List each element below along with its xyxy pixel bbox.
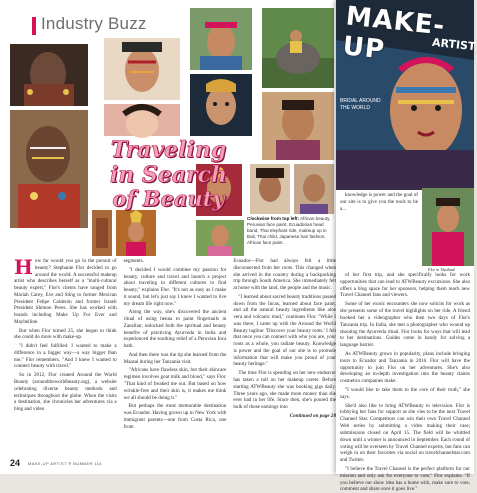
paragraph: "I would like to take them to the core of their truth," she says. — [340, 387, 470, 400]
paragraph: Ecuador—Flor had always felt a little disconnected from her roots. This changed when she arrived in the country during a backpacking trip through South America. She immediately felt at home with the land, the people and the music. — [233, 258, 337, 292]
photo-japanese-hair-fashion — [104, 104, 180, 136]
article-title — [86, 138, 251, 211]
article-column-2 — [124, 258, 227, 452]
photo-african-beauty — [10, 44, 88, 106]
paragraph: "I believe the Travel Channel is the perfect platform for our mission and only ask for everyone to vote," Flor explains. "If you believe our show idea has a home with, make sure to vote, comment and share once it goes live." — [340, 465, 470, 493]
photo-peruvian-face-paint — [104, 38, 180, 100]
photo-caption — [247, 216, 335, 246]
paragraph: "I didn't feel fulfilled. I wanted to make a difference in a bigger way—a way bigger than me," Flor remembers. "And I knew I wanted to connect beauty with travel." — [14, 343, 117, 370]
title-line-1: Traveling — [110, 137, 227, 163]
cover-subtitle: ARTIST — [431, 35, 477, 54]
right-page — [336, 0, 477, 493]
paragraph: Along the way, she's discovered the ancient ritual of using henna to paint fingernails in Zanzibar, unlocked both the spiritual and beauty benefits of practicing Ayurveda in India and experienced the soothing relief of a Peruvian Inca bath. — [123, 309, 227, 350]
paragraph: "I decided I would combine my passion for beauty, culture and travel and launch a project about traveling in different cultures to find beauty," explains Flor. "It's not as easy as I make it sound, but let's just say I knew I wanted to live my dream life right now." — [123, 266, 227, 307]
article-body — [14, 255, 337, 452]
paragraph: As ATWBeauty grows in popularity, plans include bringing tours to Ecuador and Tanzania in 2016. Flor will have the opportunity to join Flor on her adventures. She's also developing an in-depth investigation into the beauty claims cosmetics companies make. — [340, 350, 470, 385]
section-title: Industry Buzz — [41, 14, 147, 33]
paragraph: ow far would you go in the pursuit of beauty? Stephanie Flor decided to go around the world. A successful makeup artist who describes herself as a "multi-cultural beauty expert," Flor's clients have ranged from Mariah Carey, Eve and Sting to former Mexican President Felipe Calderón and former Israeli President Shimon Peres. She has worked with brands including Make Up For Ever and Maybelline. — [14, 258, 117, 325]
photo-henna-hands — [92, 210, 112, 256]
photo-ecuadorian-headband — [190, 8, 252, 70]
caption-lead: Clockwise from top left: — [247, 216, 300, 221]
paragraph: She'd also like to bring ATWBeauty to television. Flor is lobbying her fans for support as she vies to be the next Travel Channel Star. Competitors can win their own Travel Channel Web series by submitting a video making their case; submissions closed on April 15. The field will be whittled down until a winner is announced in September. Each round of voting will be overseen by Travel Channel experts, but fans can weigh in on their favorites via social on travelchannelstar.com and Twitter. — [340, 402, 470, 464]
right-text-top — [340, 192, 418, 262]
footer-info: MAKE-UP ARTIST ® NUMBER 116 — [28, 461, 102, 466]
paragraph: knowledge is power and the goal of our site is to give you the tools to be a... — [340, 192, 418, 212]
photo-bali-makeup — [190, 74, 252, 136]
paragraph: But when Flor turned 25, she began to think she could do more with make-up. — [14, 327, 117, 341]
photo-african-face-paint — [10, 110, 88, 228]
article-column-3 — [233, 258, 336, 452]
paragraph: But perhaps the most memorable destination was Ecuador. Having grown up in New York with immigrant parents—one from Costa Rica, one from — [123, 403, 227, 430]
photo-child-traveler — [196, 220, 244, 256]
section-header — [8, 14, 158, 40]
header-accent-bar — [32, 17, 36, 35]
cover-headline: BRIDAL AROUND THE WORLD — [340, 98, 381, 111]
paragraph: So in 2012, Flor created Around the World Beauty (aroundtheworldbeauty.org), a website celebrating diverse beauty methods and techniques throughout the globe. When the visits a destination, she chronicles her adventures via a blog and video — [14, 372, 117, 413]
article-column-1 — [14, 255, 117, 452]
paragraph: "Africans have flawless skin, but their skincare regimen involves goat milk and blood," says Flor. "That kind of freaked me out. But based on how wrinkle-free and their skin is, it makes me think we all should be doing it." — [123, 367, 227, 401]
page-footer — [0, 456, 338, 474]
paragraph: Some of her exotic encounters she now solicits for work as she presents some of the travel highlights on her ride. A friend booked her a videographer who then two days of Flor's Tanzania trip. In India, she met a photographer who wound up shooting the Ayurveda ritual. Flor looks for ways that will lead to her destinations. Guides come in handy for solving a language barrier. — [340, 301, 470, 349]
paragraph: And then there was the tip she learned from the Maasai during her Tanzania visit. — [123, 351, 227, 365]
drop-cap: H — [14, 255, 33, 279]
right-text-body — [340, 272, 470, 493]
photo-woman-smiling — [294, 164, 334, 214]
caption-text: African beauty, Peruvian face paint, Ecuadorian head band, Thai elephant ride, makeup up in Bali, Thai child, Japanese hair fashion, African face paint. — [247, 216, 331, 245]
paragraph: The time Flor is spending on her new endeavor has taken a toll on her makeup career. Before starting ATWBeauty she was booking gigs daily. Three years ago, she made more money than she ever had in her life. Since then, she's poured the bulk of those earnings into — [233, 370, 337, 411]
photo-flor-in-thailand — [422, 188, 474, 266]
photo-woman-portrait — [250, 164, 290, 214]
title-line-3: of Beauty — [112, 186, 225, 212]
page-number: 24 — [10, 458, 21, 468]
photo-thai-elephant-ride — [262, 8, 334, 88]
paragraph: segments. — [123, 258, 144, 264]
title-line-2: in Search — [109, 161, 228, 188]
paragraph: "I learned about sacred beauty traditions passed down from the Incas, learned about face paint, and all the natural beauty ingredients like aloe vera and volcanic mud," continues Flor. "While I was there, I came up with the Around the World Beauty tagline: 'Discover your beauty roots.' I felt that once you can connect with who you are, your roots as a whole, you radiate beauty. Knowledge is power and the goal of our site is to promote information that will make you proud of your beauty heritage." — [233, 293, 337, 368]
photo-thai-child — [262, 92, 334, 160]
photo-caption-thailand: Flor in Thailand — [428, 267, 455, 272]
magazine-cover — [336, 0, 477, 190]
photo-thai-dancer — [116, 210, 156, 256]
cover-title: MAKE-UP — [341, 1, 447, 66]
paragraph: of her first trip, and she specifically looks for work opportunities that can lead to ATWBeauty excursions. She also offers a blog space for her sponsors, helping them reach new Travel Channel fans and viewers. — [340, 272, 470, 299]
continued-link[interactable]: Continued on page 28 — [289, 412, 337, 419]
